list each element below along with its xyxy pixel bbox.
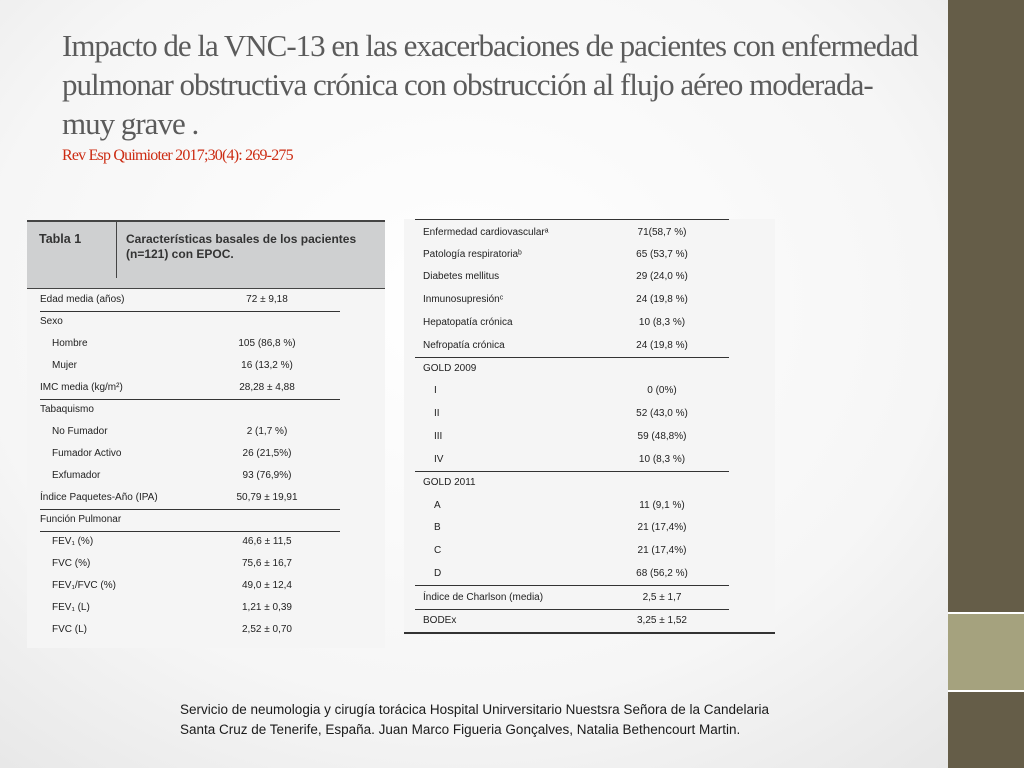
row-value: 93 (76,9%) xyxy=(242,470,292,481)
row-value: 2 (1,7 %) xyxy=(246,426,288,437)
row-label: IV xyxy=(434,454,444,465)
row-label: Sexo xyxy=(40,316,63,327)
row-label: Tabaquismo xyxy=(40,404,94,415)
table-row xyxy=(40,465,340,487)
table-row xyxy=(415,403,729,425)
table-row xyxy=(415,610,729,632)
reference: Rev Esp Quimioter 2017;30(4): 269-275 xyxy=(62,147,293,164)
row-label: Índice de Charlson (media) xyxy=(423,592,544,603)
row-label: FEV₁/FVC (%) xyxy=(52,580,116,591)
table-row xyxy=(40,399,340,421)
row-value: 2,52 ± 0,70 xyxy=(242,624,292,635)
table-row xyxy=(40,597,340,619)
row-label: Inmunosupresiónᶜ xyxy=(423,294,504,305)
row-label: III xyxy=(434,431,443,442)
row-label: FEV₁ (%) xyxy=(52,536,94,547)
table-label: Tabla 1 xyxy=(39,232,82,246)
row-label: Hepatopatía crónica xyxy=(423,317,513,328)
row-value: 28,28 ± 4,88 xyxy=(239,382,295,393)
row-value: 65 (53,7 %) xyxy=(636,249,688,260)
row-label: Patología respiratoriaᵇ xyxy=(423,249,522,260)
row-label: Hombre xyxy=(52,338,88,349)
row-label: C xyxy=(434,545,442,556)
row-label: Enfermedad cardiovascularᵃ xyxy=(423,227,549,238)
table-row xyxy=(40,311,340,333)
table-row xyxy=(40,575,340,597)
row-value: 24 (19,8 %) xyxy=(636,340,688,351)
row-label: Diabetes mellitus xyxy=(423,271,500,282)
table-row xyxy=(40,289,340,312)
row-value: 72 ± 9,18 xyxy=(246,294,288,305)
table-row xyxy=(40,333,340,355)
header-divider xyxy=(116,222,117,278)
row-value: 0 (0%) xyxy=(647,385,677,396)
table-row xyxy=(415,587,729,610)
row-label: Exfumador xyxy=(52,470,101,481)
row-label: B xyxy=(434,522,441,533)
row-label: FVC (%) xyxy=(52,558,91,569)
row-value: 11 (9,1 %) xyxy=(639,500,685,511)
footer-credits xyxy=(180,700,769,740)
row-label: Función Pulmonar xyxy=(40,514,122,525)
row-value: 16 (13,2 %) xyxy=(241,360,293,371)
row-label: IMC media (kg/m²) xyxy=(40,382,123,393)
row-value: 50,79 ± 19,91 xyxy=(236,492,298,503)
table-row xyxy=(415,312,729,334)
row-value: 105 (86,8 %) xyxy=(238,338,296,349)
table-row xyxy=(415,380,729,402)
row-label: D xyxy=(434,568,442,579)
row-label: No Fumador xyxy=(52,426,108,437)
row-value: 1,21 ± 0,39 xyxy=(242,602,292,613)
row-value: 29 (24,0 %) xyxy=(636,271,688,282)
row-label: GOLD 2011 xyxy=(423,477,476,488)
row-value: 52 (43,0 %) xyxy=(636,408,688,419)
table-top-rule xyxy=(415,219,729,220)
row-value: 46,6 ± 11,5 xyxy=(242,536,292,547)
row-label: Fumador Activo xyxy=(52,448,122,459)
table-row xyxy=(415,495,729,517)
row-label: I xyxy=(434,385,437,396)
row-value: 26 (21,5%) xyxy=(242,448,292,459)
row-value: 68 (56,2 %) xyxy=(636,568,688,579)
row-value: 59 (48,8%) xyxy=(637,431,687,442)
sidebar-divider xyxy=(948,690,1024,692)
table-row xyxy=(415,426,729,448)
row-value: 21 (17,4%) xyxy=(637,545,687,556)
table-row xyxy=(415,563,729,586)
row-value: 71(58,7 %) xyxy=(637,227,687,238)
row-value: 10 (8,3 %) xyxy=(638,454,686,465)
table-row xyxy=(40,509,340,532)
row-value: 21 (17,4%) xyxy=(637,522,687,533)
row-label: A xyxy=(434,500,441,511)
footer-line-1: Servicio de neumologia y cirugía torácica Hospital Unirversitario Nuestsra Señora de la Candelaria xyxy=(180,702,770,717)
row-label: Edad media (años) xyxy=(40,294,125,305)
row-label: BODEx xyxy=(423,615,457,626)
table-row xyxy=(415,358,729,380)
table-2 xyxy=(404,219,775,635)
table-row xyxy=(415,335,729,358)
row-label: II xyxy=(434,408,440,419)
row-label: Mujer xyxy=(52,360,78,371)
table-1 xyxy=(27,220,385,648)
table-row xyxy=(415,449,729,472)
table-row xyxy=(415,540,729,562)
sidebar-accent xyxy=(948,614,1024,690)
title-block xyxy=(62,26,922,165)
row-value: 49,0 ± 12,4 xyxy=(242,580,292,591)
table-row xyxy=(40,553,340,575)
table-row xyxy=(415,222,729,244)
table-row xyxy=(40,531,340,553)
row-value: 24 (19,8 %) xyxy=(636,294,688,305)
row-label: Nefropatía crónica xyxy=(423,340,505,351)
row-value: 2,5 ± 1,7 xyxy=(642,592,682,603)
table-row xyxy=(415,244,729,266)
table-row xyxy=(40,487,340,510)
sidebar-bar xyxy=(948,0,1024,768)
table-caption: Características basales de los pacientes (n=121) con EPOC. xyxy=(126,232,357,261)
row-value: 10 (8,3 %) xyxy=(638,317,686,328)
row-value: 75,6 ± 16,7 xyxy=(242,558,292,569)
table-row xyxy=(40,355,340,377)
row-label: FVC (L) xyxy=(52,624,87,635)
slide-title: Impacto de la VNC-13 en las exacerbaciones de pacientes con enfermedad pulmonar obstructiva crónica con obstrucción al flujo aéreo moderada-muy grave . xyxy=(62,28,918,141)
table-header xyxy=(27,220,385,289)
table-row xyxy=(415,517,729,539)
table-row xyxy=(40,443,340,465)
row-label: Índice Paquetes-Año (IPA) xyxy=(40,492,158,503)
table-row xyxy=(415,472,729,494)
row-value: 3,25 ± 1,52 xyxy=(637,615,687,626)
table-row xyxy=(415,266,729,288)
row-label: FEV₁ (L) xyxy=(52,602,90,613)
table-row xyxy=(40,377,340,400)
table-row xyxy=(40,421,340,443)
table-bottom-rule xyxy=(404,632,775,634)
table-row xyxy=(415,289,729,311)
footer-line-2: Santa Cruz de Tenerife, España. Juan Marco Figueria Gonçalves, Natalia Bethencourt Martin. xyxy=(180,722,741,737)
row-label: GOLD 2009 xyxy=(423,363,477,374)
table-row xyxy=(40,619,340,641)
